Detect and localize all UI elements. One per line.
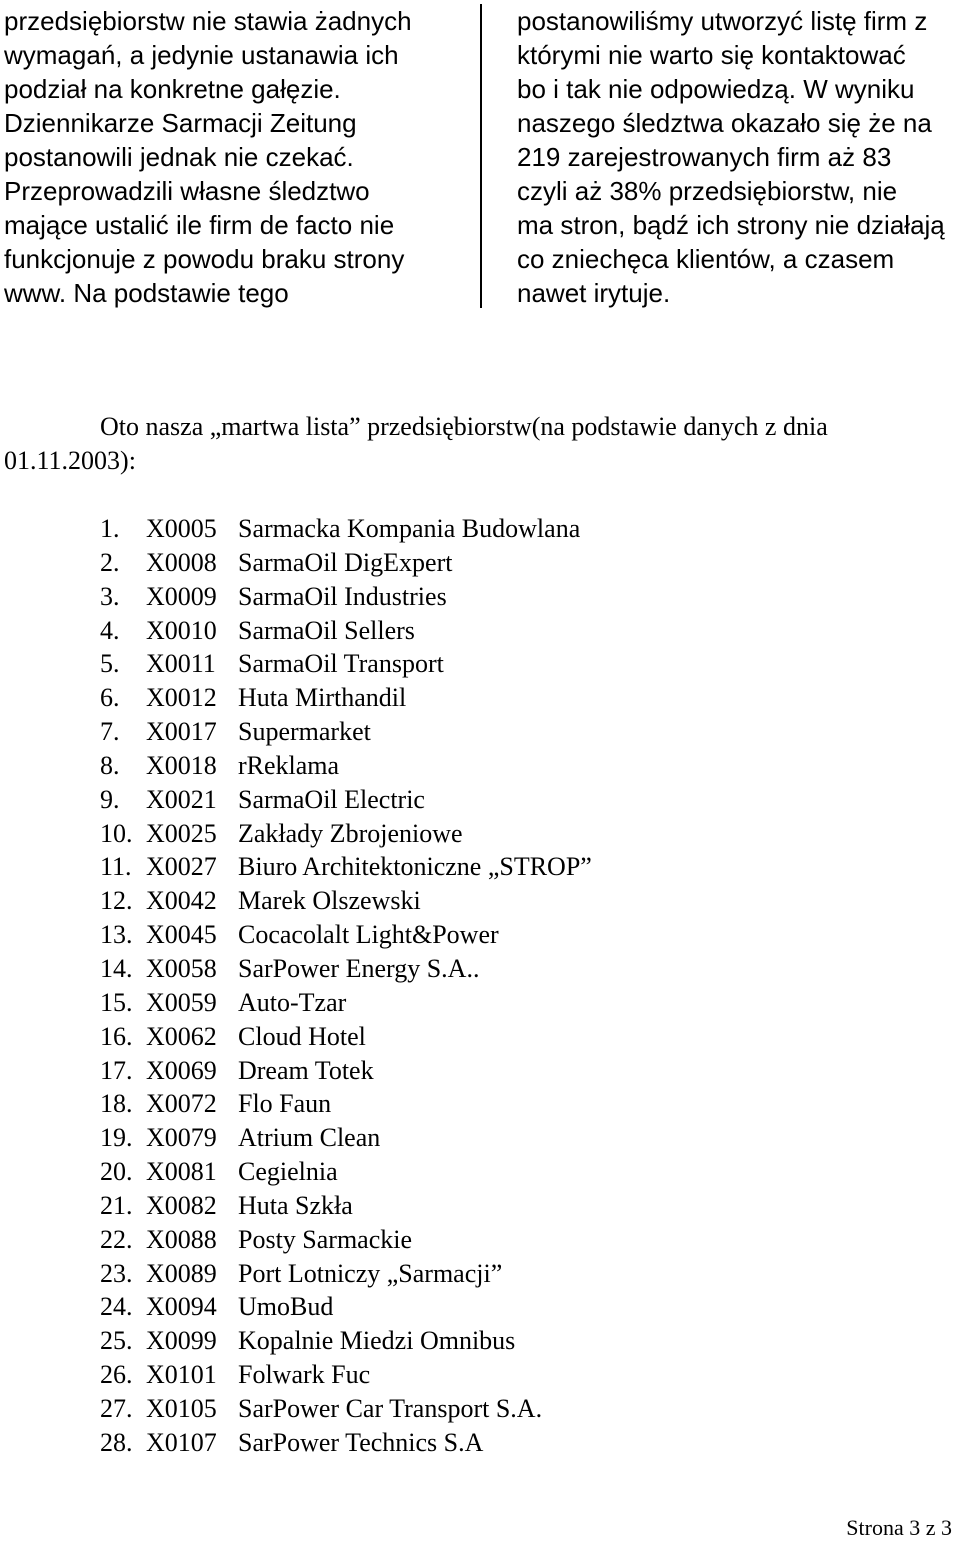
right-line: postanowiliśmy utworzyć listę firm z bbox=[517, 6, 928, 36]
company-name: Marek Olszewski bbox=[238, 886, 421, 916]
company-code: X0088 bbox=[146, 1224, 217, 1254]
company-code: X0009 bbox=[146, 581, 217, 611]
left-line: przedsiębiorstw nie stawia żadnych bbox=[4, 6, 412, 36]
left-line: www. Na podstawie tego bbox=[4, 278, 289, 308]
company-name: SarmaOil Sellers bbox=[238, 615, 415, 645]
list-item bbox=[100, 986, 592, 1020]
company-name: Posty Sarmackie bbox=[238, 1224, 413, 1254]
item-number: 3. bbox=[100, 581, 120, 611]
left-line: postanowili jednak nie czekać. bbox=[4, 142, 354, 172]
list-item bbox=[100, 952, 592, 986]
list-item bbox=[100, 614, 592, 648]
item-number: 1. bbox=[100, 514, 120, 543]
left-line: Dziennikarze Sarmacji Zeitung bbox=[4, 108, 357, 138]
item-number: 26. bbox=[100, 1360, 133, 1390]
company-name: Zakłady Zbrojeniowe bbox=[238, 818, 463, 848]
item-number: 8. bbox=[100, 750, 120, 780]
company-code: X0008 bbox=[146, 547, 217, 577]
intro-date-line: 01.11.2003): bbox=[4, 446, 136, 475]
company-name: Flo Faun bbox=[238, 1089, 332, 1119]
item-number: 18. bbox=[100, 1089, 133, 1119]
left-line: funkcjonuje z powodu braku strony bbox=[4, 244, 405, 274]
list-item bbox=[100, 1426, 592, 1460]
item-number: 10. bbox=[100, 818, 133, 848]
company-name: Huta Mirthandil bbox=[238, 683, 407, 713]
company-name: Cocacolalt Light&Power bbox=[238, 920, 499, 950]
company-name: rReklama bbox=[238, 750, 340, 780]
item-number: 27. bbox=[100, 1393, 133, 1423]
item-number: 20. bbox=[100, 1157, 133, 1187]
item-number: 24. bbox=[100, 1292, 133, 1322]
company-name: SarmaOil Industries bbox=[238, 581, 447, 611]
company-code: X0018 bbox=[146, 750, 217, 780]
company-name: Dream Totek bbox=[238, 1055, 374, 1085]
list-item bbox=[100, 512, 592, 546]
list-item bbox=[100, 1054, 592, 1088]
company-name: SarmaOil Transport bbox=[238, 649, 444, 679]
company-code: X0005 bbox=[146, 514, 217, 543]
company-name: Cegielnia bbox=[238, 1157, 338, 1187]
company-code: X0079 bbox=[146, 1123, 217, 1153]
list-item bbox=[100, 546, 592, 580]
item-number: 25. bbox=[100, 1326, 133, 1356]
list-item bbox=[100, 1358, 592, 1392]
company-code: X0062 bbox=[146, 1021, 217, 1051]
company-code: X0059 bbox=[146, 987, 217, 1017]
company-name: SarPower Technics S.A bbox=[238, 1427, 484, 1457]
company-name: SarPower Car Transport S.A. bbox=[238, 1393, 543, 1423]
company-name: Supermarket bbox=[238, 717, 371, 747]
list-item bbox=[100, 1087, 592, 1121]
company-name: Cloud Hotel bbox=[238, 1021, 366, 1051]
company-name: Atrium Clean bbox=[238, 1123, 381, 1153]
company-code: X0027 bbox=[146, 852, 217, 882]
item-number: 7. bbox=[100, 717, 120, 747]
company-code: X0012 bbox=[146, 683, 217, 713]
column-divider bbox=[480, 4, 482, 308]
list-item bbox=[100, 850, 592, 884]
company-code: X0082 bbox=[146, 1190, 217, 1220]
list-item bbox=[100, 1155, 592, 1189]
company-code: X0058 bbox=[146, 953, 217, 983]
company-code: X0105 bbox=[146, 1393, 217, 1423]
company-name: Folwark Fuc bbox=[238, 1360, 371, 1390]
list-item bbox=[100, 1392, 592, 1426]
company-code: X0045 bbox=[146, 920, 217, 950]
company-name: SarmaOil DigExpert bbox=[238, 547, 453, 577]
item-number: 5. bbox=[100, 649, 120, 679]
company-name: Sarmacka Kompania Budowlana bbox=[238, 514, 581, 543]
list-item bbox=[100, 647, 592, 681]
company-name: SarmaOil Electric bbox=[238, 784, 425, 814]
right-column bbox=[517, 4, 960, 310]
list-intro bbox=[4, 410, 954, 478]
right-line: którymi nie warto się kontaktować bbox=[517, 40, 906, 70]
list-item bbox=[100, 817, 592, 851]
item-number: 23. bbox=[100, 1258, 133, 1288]
company-list bbox=[100, 512, 592, 1460]
company-code: X0021 bbox=[146, 784, 217, 814]
list-item bbox=[100, 918, 592, 952]
company-code: X0010 bbox=[146, 615, 217, 645]
list-item bbox=[100, 1290, 592, 1324]
item-number: 6. bbox=[100, 683, 120, 713]
company-code: X0101 bbox=[146, 1360, 217, 1390]
right-line: ma stron, bądź ich strony nie działają bbox=[517, 210, 945, 240]
list-item bbox=[100, 1121, 592, 1155]
left-line: Przeprowadzili własne śledztwo bbox=[4, 176, 370, 206]
left-column bbox=[4, 4, 474, 310]
company-code: X0011 bbox=[146, 649, 216, 679]
item-number: 17. bbox=[100, 1055, 133, 1085]
list-item bbox=[100, 580, 592, 614]
list-item bbox=[100, 783, 592, 817]
company-name: UmoBud bbox=[238, 1292, 334, 1322]
company-name: Huta Szkła bbox=[238, 1190, 353, 1220]
list-item bbox=[100, 1189, 592, 1223]
company-code: X0081 bbox=[146, 1157, 217, 1187]
company-name: Port Lotniczy „Sarmacji” bbox=[238, 1258, 503, 1288]
left-line: mające ustalić ile firm de facto nie bbox=[4, 210, 395, 240]
list-item bbox=[100, 749, 592, 783]
item-number: 28. bbox=[100, 1427, 133, 1457]
intro-line: Oto nasza „martwa lista” przedsiębiorstw(na podstawie danych z dnia bbox=[100, 412, 828, 441]
list-item bbox=[100, 681, 592, 715]
right-line: naszego śledztwa okazało się że na bbox=[517, 108, 932, 138]
company-code: X0072 bbox=[146, 1089, 217, 1119]
list-item bbox=[100, 1223, 592, 1257]
company-name: Auto-Tzar bbox=[238, 987, 347, 1017]
company-code: X0094 bbox=[146, 1292, 217, 1322]
page-number: Strona 3 z 3 bbox=[846, 1515, 952, 1540]
item-number: 4. bbox=[100, 615, 120, 645]
company-code: X0099 bbox=[146, 1326, 217, 1356]
left-line: podział na konkretne gałęzie. bbox=[4, 74, 341, 104]
company-code: X0069 bbox=[146, 1055, 217, 1085]
company-name: Biuro Architektoniczne „STROP” bbox=[238, 852, 592, 882]
list-item bbox=[100, 1324, 592, 1358]
company-code: X0017 bbox=[146, 717, 217, 747]
company-name: SarPower Energy S.A.. bbox=[238, 953, 480, 983]
right-line: bo i tak nie odpowiedzą. W wyniku bbox=[517, 74, 915, 104]
company-code: X0025 bbox=[146, 818, 217, 848]
item-number: 16. bbox=[100, 1021, 133, 1051]
item-number: 19. bbox=[100, 1123, 133, 1153]
list-item bbox=[100, 715, 592, 749]
company-name: Kopalnie Miedzi Omnibus bbox=[238, 1326, 516, 1356]
list-item bbox=[100, 1020, 592, 1054]
item-number: 12. bbox=[100, 886, 133, 916]
list-item bbox=[100, 1257, 592, 1291]
right-line: 219 zarejestrowanych firm aż 83 bbox=[517, 142, 892, 172]
company-code: X0042 bbox=[146, 886, 217, 916]
left-line: wymagań, a jedynie ustanawia ich bbox=[4, 40, 399, 70]
company-code: X0107 bbox=[146, 1427, 217, 1457]
item-number: 11. bbox=[100, 852, 132, 882]
item-number: 14. bbox=[100, 953, 133, 983]
right-line: nawet irytuje. bbox=[517, 278, 671, 308]
right-line: czyli aż 38% przedsiębiorstw, nie bbox=[517, 176, 898, 206]
company-code: X0089 bbox=[146, 1258, 217, 1288]
item-number: 21. bbox=[100, 1190, 133, 1220]
item-number: 15. bbox=[100, 987, 133, 1017]
item-number: 9. bbox=[100, 784, 120, 814]
item-number: 13. bbox=[100, 920, 133, 950]
list-item bbox=[100, 884, 592, 918]
item-number: 2. bbox=[100, 547, 120, 577]
item-number: 22. bbox=[100, 1224, 133, 1254]
right-line: co zniechęca klientów, a czasem bbox=[517, 244, 895, 274]
